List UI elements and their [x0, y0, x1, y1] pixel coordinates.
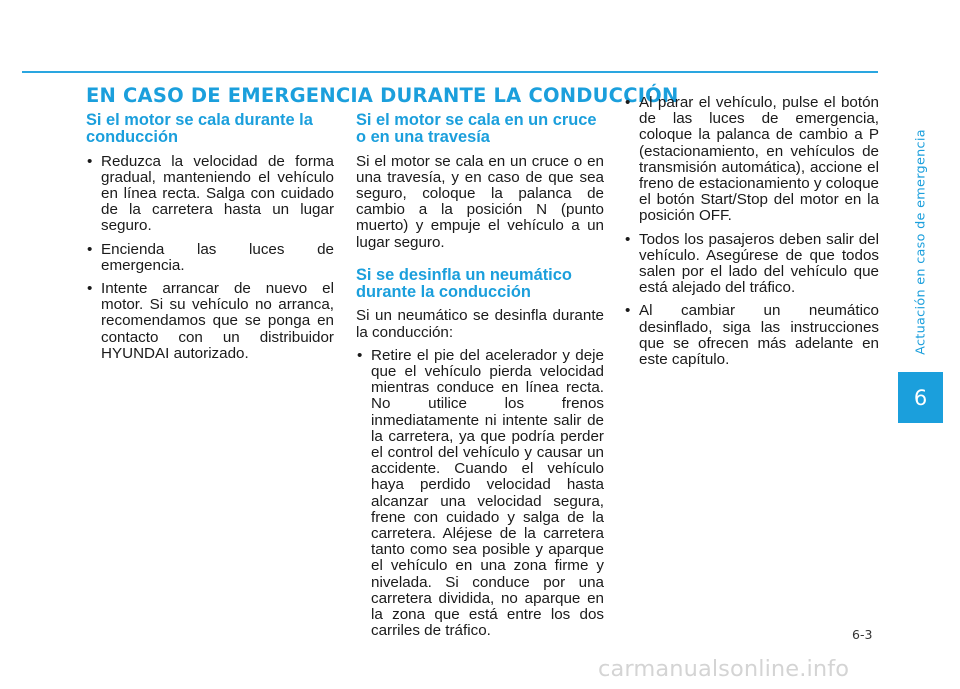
engine-stall-list: [86, 154, 334, 362]
list-item: • Al parar el vehículo, pulse el botón de las luces de emergencia, coloque la palanca de cambio a P (estacionamiento, en vehículos de transmisión automática), accione el freno de estacionamiento y coloque el botón Start/Stop del motor en la posición OFF.: [624, 95, 879, 225]
paragraph-flat-tire: Si un neumático se desinfla durante la conducción:: [356, 307, 604, 341]
flat-tire-list-continued: [624, 95, 879, 368]
header-rule: [22, 71, 878, 73]
heading-engine-stall: Si el motor se cala durante la conducción: [86, 111, 313, 146]
chapter-number: 6: [913, 385, 928, 410]
heading-engine-stall-crossing: Si el motor se cala en un cruce o en una travesía: [356, 111, 597, 146]
flat-tire-list: [356, 348, 604, 640]
page-number: 6-3: [852, 627, 873, 642]
list-item: • Todos los pasajeros deben salir del vehículo. Asegúrese de que todos salen por el lado del vehículo que está alejado del tráfico.: [624, 232, 879, 297]
column-flat-tire-continued: [624, 95, 879, 375]
list-item: • Encienda las luces de emergencia.: [86, 242, 334, 274]
watermark-text: carmanualsonline.info: [598, 656, 850, 682]
column-crossing-flat-tire: [356, 112, 604, 646]
heading-flat-tire: Si se desinfla un neumático durante la conducción: [356, 265, 572, 301]
list-item: • Intente arrancar de nuevo el motor. Si su vehículo no arranca, recomendamos que se ponga en contacto con un distribuidor HYUNDAI autorizado.: [86, 281, 334, 362]
paragraph-crossing: Si el motor se cala en un cruce o en una travesía, y en caso de que sea seguro, coloque la palanca de cambio a la posición N (punto muerto) y empuje el vehículo a un lugar seguro.: [356, 152, 604, 251]
list-item: • Retire el pie del acelerador y deje que el vehículo pierda velocidad mientras conduce en línea recta. No utilice los frenos inmediatamente ni intente salir de la carretera, ya que podría perder el control del vehículo y causar un accidente. Cuando el vehículo haya perdido velocidad hasta alcanzar una velocidad segura, frene con cuidado y salga de la carretera. Aléjese de la carretera tanto como sea posible y aparque el vehículo en una zona firme y nivelada. Si conduce por una carretera dividida, no aparque en la zona que está entre los dos carriles de tráfico.: [356, 348, 604, 640]
list-item: • Reduzca la velocidad de forma gradual, manteniendo el vehículo en línea recta. Salga con cuidado de la carretera hasta un lugar seguro.: [86, 154, 334, 235]
list-item: • Al cambiar un neumático desinflado, siga las instrucciones que se ofrecen más adelante en este capítulo.: [624, 303, 879, 368]
section-title: EN CASO DE EMERGENCIA DURANTE LA CONDUCCIÓN: [86, 84, 679, 107]
chapter-side-title: Actuación en caso de emergencia: [913, 129, 929, 355]
column-engine-stall: [86, 112, 334, 369]
chapter-tab: [898, 372, 943, 423]
